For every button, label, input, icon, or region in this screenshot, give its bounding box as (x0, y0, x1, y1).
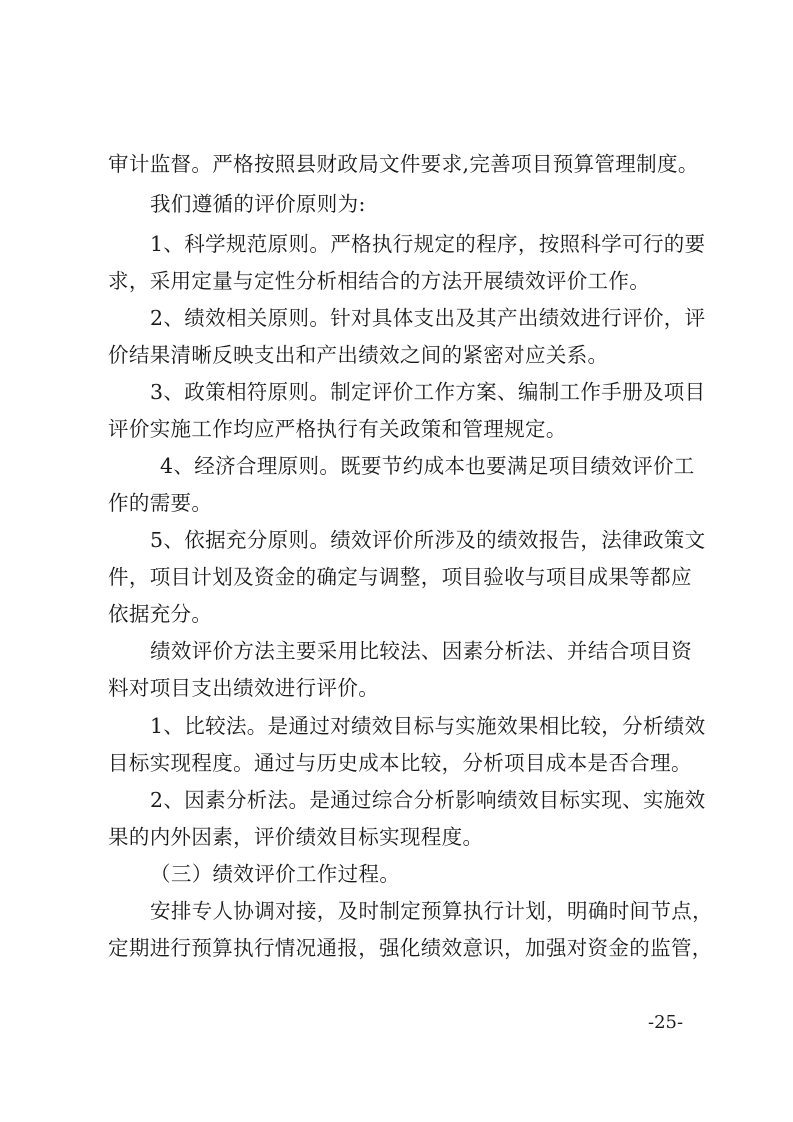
text-line: 2、因素分析法。是通过综合分析影响绩效目标实现、实施效 (150, 788, 706, 812)
text-line: 评价实施工作均应严格执行有关政策和管理规定。 (108, 417, 567, 441)
text-line: 求，采用定量与定性分析相结合的方法开展绩效评价工作。 (108, 269, 651, 293)
text-line: 依据充分。 (108, 602, 213, 626)
text-line: 作的需要。 (108, 491, 213, 515)
text-line: 安排专人协调对接，及时制定预算执行计划，明确时间节点， (150, 899, 713, 923)
page-number: -25- (648, 1012, 684, 1033)
text-line: 1、比较法。是通过对绩效目标与实施效果相比较，分析绩效 (150, 714, 706, 738)
text-line: 定期进行预算执行情况通报，强化绩效意识，加强对资金的监管， (108, 936, 713, 960)
text-line: 价结果清晰反映支出和产出绩效之间的紧密对应关系。 (108, 343, 609, 367)
text-line: 件，项目计划及资金的确定与调整，项目验收与项目成果等都应 (108, 565, 692, 589)
text-line: （三）绩效评价工作过程。 (150, 862, 401, 886)
text-line: 果的内外因素，评价绩效目标实现程度。 (108, 825, 484, 849)
text-line: 5、依据充分原则。绩效评价所涉及的绩效报告，法律政策文 (150, 528, 706, 552)
text-line: 我们遵循的评价原则为: (150, 192, 366, 216)
text-line: 3、政策相符原则。制定评价工作方案、编制工作手册及项目 (150, 380, 706, 404)
text-line: 目标实现程度。通过与历史成本比较，分析项目成本是否合理。 (108, 751, 692, 775)
text-line: 1、科学规范原则。严格执行规定的程序，按照科学可行的要 (150, 232, 706, 256)
text-line: 料对项目支出绩效进行评价。 (108, 676, 380, 700)
text-line: 绩效评价方法主要采用比较法、因素分析法、并结合项目资 (150, 639, 693, 663)
text-line: 2、绩效相关原则。针对具体支出及其产出绩效进行评价，评 (150, 306, 706, 330)
text-line: 4、经济合理原则。既要节约成本也要满足项目绩效评价工 (160, 454, 695, 478)
text-line: 审计监督。严格按照县财政局文件要求,完善项目预算管理制度。 (108, 152, 699, 176)
